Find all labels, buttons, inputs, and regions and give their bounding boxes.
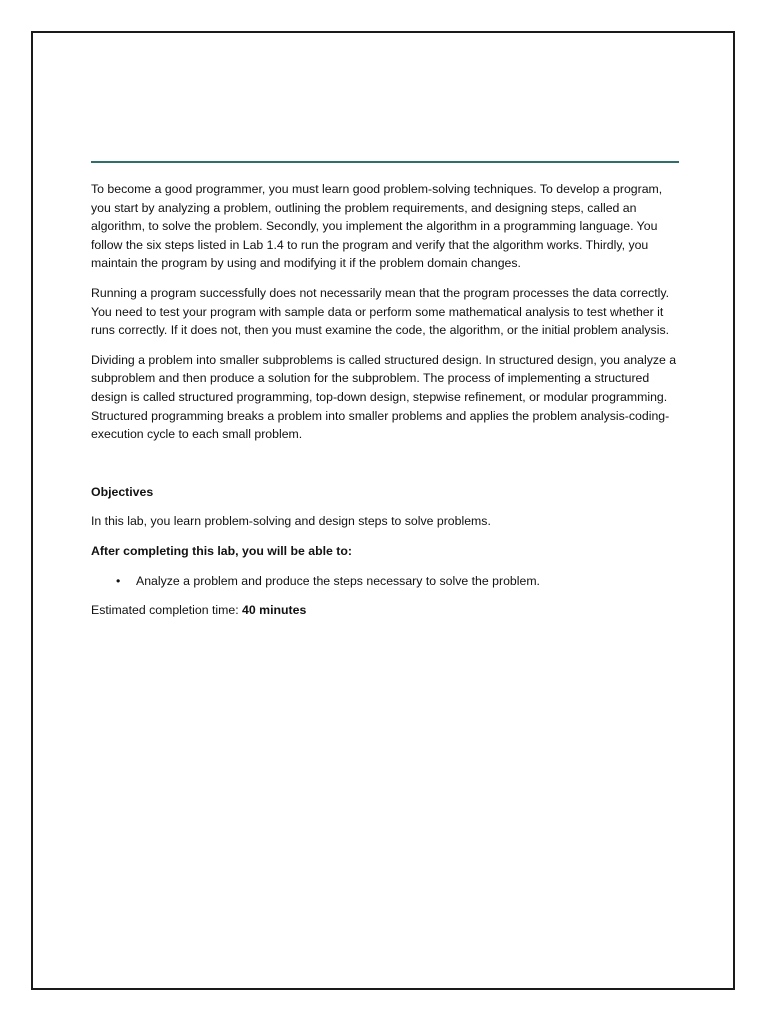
paragraph-intro: To become a good programmer, you must learn good problem-solving techniques. To develop a program, you start by analyzing a problem, outlining the problem requirements, and designing steps, called an algorithm, to solve the problem. Secondly, you implement the algorithm in a programming language. You follow the six steps listed in Lab 1.4 to run the program and verify that the algorithm works. Thirdly, you maintain the program by using and modifying it if the problem domain changes. <box>91 182 663 271</box>
page-content <box>91 161 679 620</box>
estimated-time <box>91 601 679 620</box>
objectives-after-label: After completing this lab, you will be able to: <box>91 543 352 558</box>
paragraph-testing: Running a program successfully does not necessarily mean that the program processes the data correctly. You need to test your program with sample data or perform some mathematical analysis to test whether it runs correctly. If it does not, then you must examine the code, the algorithm, or the initial problem analysis. <box>91 285 670 338</box>
bullet-icon: • <box>116 573 121 588</box>
header-rule <box>91 161 679 163</box>
objectives-intro: In this lab, you learn problem-solving and design steps to solve problems. <box>91 514 491 529</box>
document-page <box>31 31 735 990</box>
list-item-text: Analyze a problem and produce the steps necessary to solve the problem. <box>136 573 540 588</box>
estimated-time-label: Estimated completion time: <box>91 603 243 618</box>
objectives-list <box>91 572 679 591</box>
paragraph-structured-design: Dividing a problem into smaller subproblems is called structured design. In structured design, you analyze a subproblem and then produce a solution for the subproblem. The process of implementing a structured design is called structured programming, top-down design, stepwise refinement, or modular programming. Structured programming breaks a problem into smaller problems and applies the problem analysis-coding-execution cycle to each small problem. <box>91 352 677 442</box>
list-item <box>91 572 679 591</box>
estimated-time-value: 40 minutes <box>242 603 307 618</box>
section-spacer <box>91 455 679 483</box>
objectives-heading: Objectives <box>91 484 154 499</box>
